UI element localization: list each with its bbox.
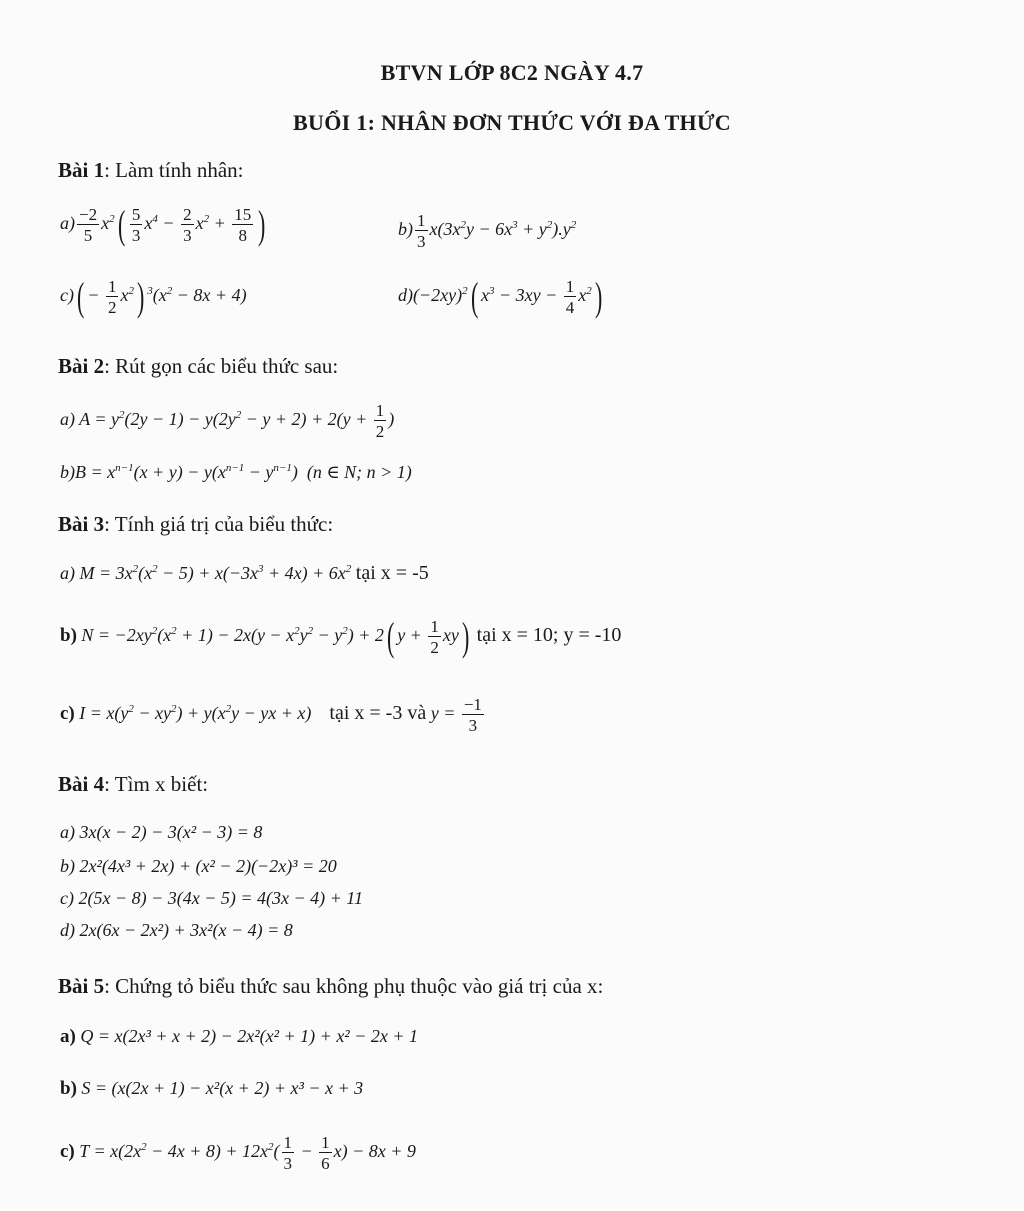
bai5-a-label: a): [60, 1026, 76, 1047]
bai1-b-label: b): [398, 219, 413, 240]
bai2-b-label: b): [60, 462, 75, 482]
bai3-label: Bài 3: [58, 512, 105, 536]
bai2-a: a) $A = y^2(2y - 1) - y(2y^2 - y + 2) + 2(y$ + $\frac{1}{2}$ ): [60, 401, 395, 441]
bai5-c-label: c): [60, 1141, 75, 1163]
bai3-c-label: c): [60, 703, 75, 725]
bai1-d-label: d): [398, 285, 413, 306]
bai4-item-b-label: b): [60, 856, 75, 876]
bai5-a-expr: Q = x(2x³ + x + 2) − 2x²(x² + 1) + x² − 2x + 1: [80, 1026, 418, 1046]
bai4-item-c-label: c): [60, 888, 74, 908]
bai3-b-label: b): [60, 625, 77, 647]
bai2-label: Bài 2: [58, 354, 105, 378]
bai1-label: Bài 1: [58, 158, 105, 182]
bai3-a-label: a): [60, 563, 75, 583]
bai1-b: b) $\frac{1}{3}$ $x(3x^2y - 6x^3 + y^2).y^2$: [398, 211, 577, 251]
bai3-a: a) $M = 3x^2(x^2 - 5) + x(-3x^3 + 4x) + 6x^2$ tại x = -5: [60, 562, 429, 584]
bai3-b-cond: tại x = 10; y = -10: [476, 624, 622, 647]
bai4-item-a-expr: 3x(x − 2) − 3(x² − 3) = 8: [79, 822, 263, 842]
bai4-item-a: [60, 822, 262, 843]
bai4-item-a-label: a): [60, 822, 75, 842]
bai1-heading: [58, 158, 244, 183]
bai4-heading: [58, 772, 208, 797]
bai1-a-label: a): [60, 213, 75, 234]
bai3-text: : Tính giá trị của biểu thức:: [104, 512, 334, 536]
bai4-item-d: [60, 920, 293, 941]
bai4-item-b: [60, 856, 337, 877]
bai2-b: $b)B = x^{n-1}(x + y) - y(x^{n-1} - y^{n-1})$ (n ∈ N; n > 1): [60, 462, 412, 482]
bai5-b-label: b): [60, 1078, 77, 1099]
bai3-c: c) $I = x(y^2 - xy^2) + y(x^2y$ − yx + x) tại x = -3 và y = $\frac{-1}{3}$: [60, 695, 482, 735]
bai5-b-expr: S = (x(2x + 1) − x²(x + 2) + x³ − x + 3: [81, 1078, 364, 1098]
bai1-text: : Làm tính nhân:: [104, 158, 244, 182]
bai1-d: $d)(-2xy)^2$( $x^3 - 3xy$ − $\frac{1}{4}$ $x^2$): [398, 274, 603, 319]
bai5-text: : Chứng tỏ biểu thức sau không phụ thuộc vào giá trị của x:: [104, 974, 604, 998]
bai5-b: [60, 1078, 363, 1100]
bai4-text: : Tìm x biết:: [104, 772, 209, 796]
bai3-c-cond: tại x = -3 và: [329, 702, 427, 725]
bai2-a-label: a): [60, 409, 75, 430]
bai5-c: c) $T = x(2x^2 - 4x + 8) + 12x^2$( $\frac{1}{3}$ − $\frac{1}{6}$ x) − 8x + 9: [60, 1133, 416, 1173]
bai4-item-d-label: d): [60, 920, 75, 940]
bai5-label: Bài 5: [58, 974, 105, 998]
bai2-text: : Rút gọn các biểu thức sau:: [104, 354, 339, 378]
bai5-heading: [58, 974, 603, 999]
bai2-heading: [58, 354, 338, 379]
bai1-a: a) $\frac{-2}{5}$ $x^2$( $\frac{5}{3}$ $x^4$ − $\frac{2}{3}$ $x^2$ + $\frac{15}{8}$ ): [60, 202, 266, 247]
bai4-item-c-expr: 2(5x − 8) − 3(4x − 5) = 4(3x − 4) + 11: [78, 888, 363, 908]
bai3-a-cond: tại x = -5: [355, 562, 429, 584]
bai5-a: [60, 1026, 418, 1048]
bai3-b: b) $N = -2xy^2(x^2 + 1) - 2x(y - x^2y^2 - y^2) + 2$( y + $\frac{1}{2}$ xy) tại x = 10; y = -10: [60, 614, 622, 659]
bai4-item-d-expr: 2x(6x − 2x²) + 3x²(x − 4) = 8: [79, 920, 293, 940]
worksheet-title: BTVN LỚP 8C2 NGÀY 4.7: [380, 60, 644, 85]
worksheet-subtitle: BUỔI 1: NHÂN ĐƠN THỨC VỚI ĐA THỨC: [293, 110, 731, 135]
bai4-item-b-expr: 2x²(4x³ + 2x) + (x² − 2)(−2x)³ = 20: [79, 856, 337, 876]
bai4-label: Bài 4: [58, 772, 105, 796]
bai1-c: c)( − $\frac{1}{2}$ $x^2$) $^3(x^2 - 8x + 4)$: [60, 274, 247, 319]
bai4-item-c: [60, 888, 363, 909]
bai1-c-label: c): [60, 285, 74, 306]
bai3-heading: [58, 512, 333, 537]
